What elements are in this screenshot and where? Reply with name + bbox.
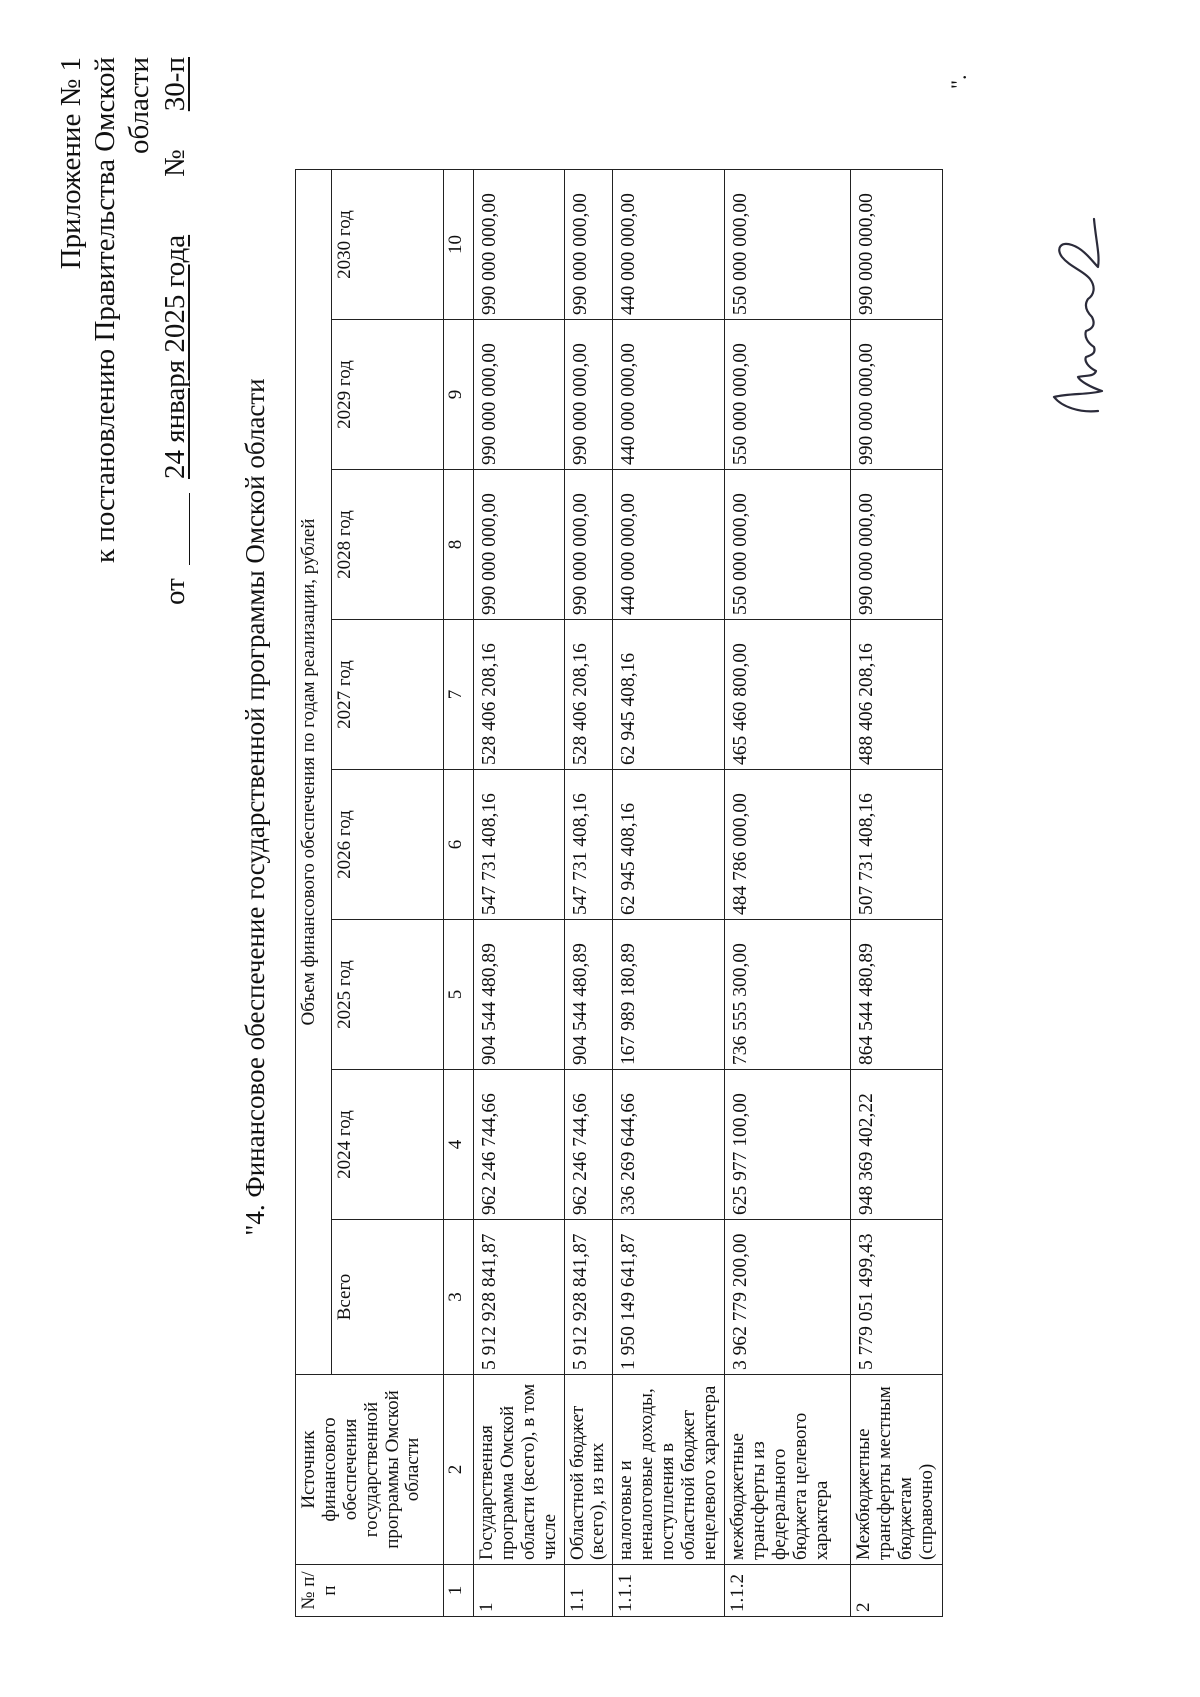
table-row	[725, 170, 851, 1617]
column-index: 2	[444, 1375, 474, 1565]
row-value: 990 000 000,00	[474, 470, 565, 620]
signature-drawing	[1040, 207, 1130, 417]
header-year: Всего	[332, 1220, 444, 1375]
appendix-title: Приложение № 1	[55, 57, 87, 270]
row-value: 990 000 000,00	[851, 170, 943, 320]
column-index: 8	[444, 470, 474, 620]
header-volume: Объем финансового обеспечения по годам реализации, рублей	[296, 170, 332, 1375]
row-value: 990 000 000,00	[564, 470, 613, 620]
header-year: 2029 год	[332, 320, 444, 470]
row-value: 990 000 000,00	[564, 170, 613, 320]
header-year: 2024 год	[332, 1070, 444, 1220]
column-index: 10	[444, 170, 474, 320]
column-index-row	[444, 170, 474, 1617]
header-year: 2027 год	[332, 620, 444, 770]
table-row	[851, 170, 943, 1617]
row-number: 1	[474, 1565, 565, 1617]
header-no: № п/п	[296, 1565, 444, 1617]
row-value: 990 000 000,00	[851, 320, 943, 470]
header-year: 2028 год	[332, 470, 444, 620]
row-value: 440 000 000,00	[613, 320, 725, 470]
row-value: 625 977 100,00	[725, 1070, 851, 1220]
row-value: 484 786 000,00	[725, 770, 851, 920]
closing-quote: ".	[946, 74, 971, 89]
row-source-name: Областной бюджет (всего), из них	[564, 1375, 613, 1565]
row-value: 904 544 480,89	[564, 920, 613, 1070]
row-value: 962 246 744,66	[564, 1070, 613, 1220]
resolution-number: 30-п	[158, 57, 191, 112]
row-value: 990 000 000,00	[474, 170, 565, 320]
column-index: 4	[444, 1070, 474, 1220]
table-row	[474, 170, 565, 1617]
header-source: Источник финансового обеспечения государственной программы Омской области	[296, 1375, 444, 1565]
row-value: 990 000 000,00	[474, 320, 565, 470]
row-value: 5 912 928 841,87	[474, 1220, 565, 1375]
row-value: 547 731 408,16	[564, 770, 613, 920]
row-value: 962 246 744,66	[474, 1070, 565, 1220]
column-index: 5	[444, 920, 474, 1070]
row-value: 440 000 000,00	[613, 470, 725, 620]
row-value: 440 000 000,00	[613, 170, 725, 320]
row-value: 550 000 000,00	[725, 170, 851, 320]
row-value: 736 555 300,00	[725, 920, 851, 1070]
handwritten-signature	[1040, 207, 1135, 417]
table-row	[564, 170, 613, 1617]
header-year: 2026 год	[332, 770, 444, 920]
row-value: 5 912 928 841,87	[564, 1220, 613, 1375]
table-row	[613, 170, 725, 1617]
row-value: 167 989 180,89	[613, 920, 725, 1070]
number-label: №	[158, 149, 191, 177]
row-value: 488 406 208,16	[851, 620, 943, 770]
row-value: 336 269 644,66	[613, 1070, 725, 1220]
row-source-name: Межбюджетные трансферты местным бюджетам (справочно)	[851, 1375, 943, 1565]
row-number: 1.1.1	[613, 1565, 725, 1617]
appendix-date-row	[159, 57, 195, 617]
appendix-resolution: к постановлению Правительства Омской области	[88, 57, 155, 564]
resolution-date: 24 января 2025 года	[158, 234, 191, 479]
row-value: 547 731 408,16	[474, 770, 565, 920]
column-index: 6	[444, 770, 474, 920]
header-year: 2025 год	[332, 920, 444, 1070]
column-index: 7	[444, 620, 474, 770]
row-number: 1.1	[564, 1565, 613, 1617]
column-index: 9	[444, 320, 474, 470]
row-value: 62 945 408,16	[613, 770, 725, 920]
from-label: от	[158, 578, 191, 605]
column-index: 1	[444, 1565, 474, 1617]
section-title: "4. Финансовое обеспечение государственной программы Омской области	[240, 378, 270, 1236]
row-source-name: налоговые и неналоговые доходы, поступления в областной бюджет нецелевого характера	[613, 1375, 725, 1565]
column-index: 3	[444, 1220, 474, 1375]
row-source-name: Государственная программа Омской области (всего), в том числе	[474, 1375, 565, 1565]
row-value: 62 945 408,16	[613, 620, 725, 770]
row-value: 528 406 208,16	[474, 620, 565, 770]
row-value: 904 544 480,89	[474, 920, 565, 1070]
row-value: 550 000 000,00	[725, 320, 851, 470]
row-value: 507 731 408,16	[851, 770, 943, 920]
financing-table	[295, 169, 943, 1617]
row-value: 1 950 149 641,87	[613, 1220, 725, 1375]
row-number: 1.1.2	[725, 1565, 851, 1617]
row-value: 990 000 000,00	[564, 320, 613, 470]
row-source-name: межбюджетные трансферты из федерального бюджета целевого характера	[725, 1375, 851, 1565]
row-value: 948 369 402,22	[851, 1070, 943, 1220]
row-number: 2	[851, 1565, 943, 1617]
header-year: 2030 год	[332, 170, 444, 320]
blank-line	[189, 493, 190, 565]
appendix-block	[55, 57, 195, 617]
row-value: 3 962 779 200,00	[725, 1220, 851, 1375]
row-value: 864 544 480,89	[851, 920, 943, 1070]
row-value: 465 460 800,00	[725, 620, 851, 770]
row-value: 990 000 000,00	[851, 470, 943, 620]
row-value: 5 779 051 499,43	[851, 1220, 943, 1375]
row-value: 528 406 208,16	[564, 620, 613, 770]
row-value: 550 000 000,00	[725, 470, 851, 620]
